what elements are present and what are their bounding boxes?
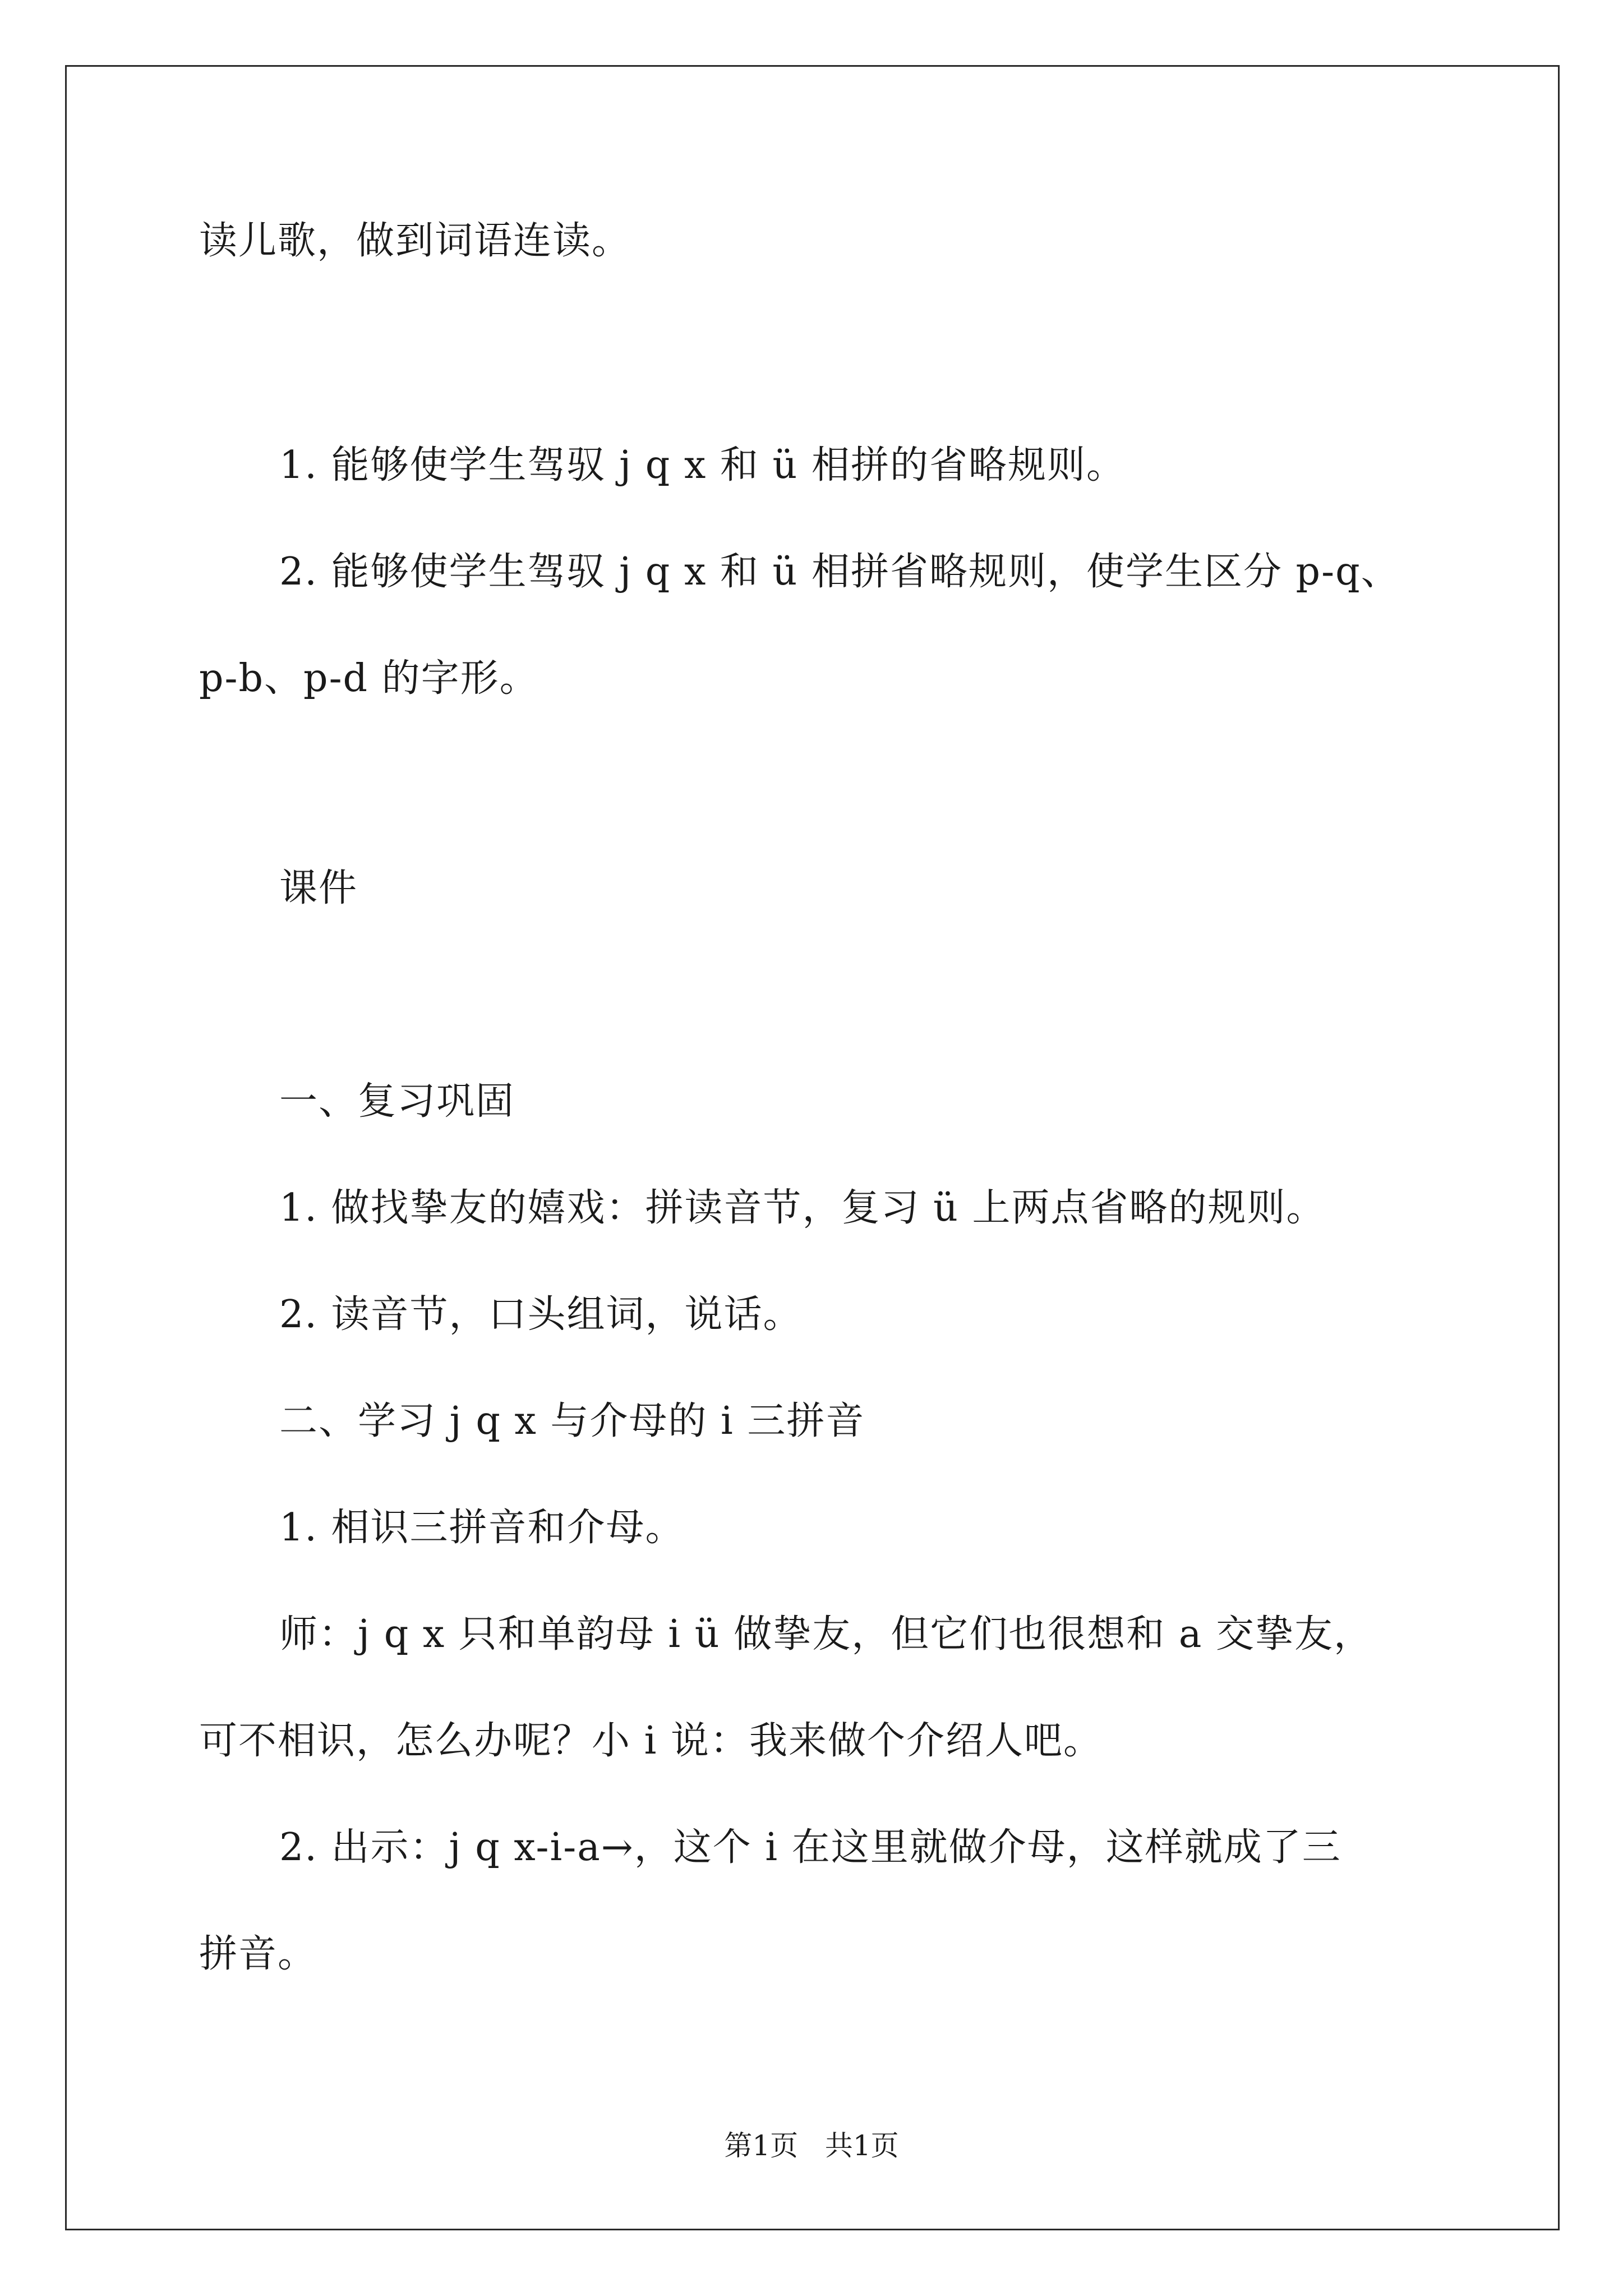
text-line-4: p-b、p-d 的字形。	[199, 656, 539, 701]
text-line-10: 1. 相识三拼音和介母。	[279, 1506, 685, 1550]
text-line-2: 1. 能够使学生驾驭 j q x 和 ü 相拼的省略规则。	[279, 443, 1126, 487]
text-line-1: 读儿歌，做到词语连读。	[199, 219, 631, 263]
text-line-5: 课件	[279, 866, 358, 910]
text-line-12: 可不相识，怎么办呢？小 i 说：我来做个介绍人吧。	[199, 1719, 1103, 1763]
text-line-14: 拼音。	[199, 1932, 317, 1976]
text-line-3: 2. 能够使学生驾驭 j q x 和 ü 相拼省略规则，使学生区分 p-q、	[279, 550, 1400, 594]
text-line-8: 2. 读音节，口头组词，说话。	[279, 1292, 803, 1337]
text-line-13: 2. 出示：j q x-i-a→，这个 i 在这里就做介母，这样就成了三	[279, 1825, 1341, 1870]
text-line-11: 师：j q x 只和单韵母 i ü 做挚友，但它们也很想和 a 交挚友，	[279, 1612, 1373, 1657]
page-border	[65, 65, 1560, 2230]
text-line-6: 一、复习巩固	[279, 1079, 515, 1124]
text-line-7: 1. 做找挚友的嬉戏：拼读音节，复习 ü 上两点省略的规则。	[279, 1186, 1326, 1230]
text-line-9: 二、学习 j q x 与介母的 i 三拼音	[279, 1399, 865, 1443]
page-footer: 第1页 共1页	[724, 2129, 899, 2162]
